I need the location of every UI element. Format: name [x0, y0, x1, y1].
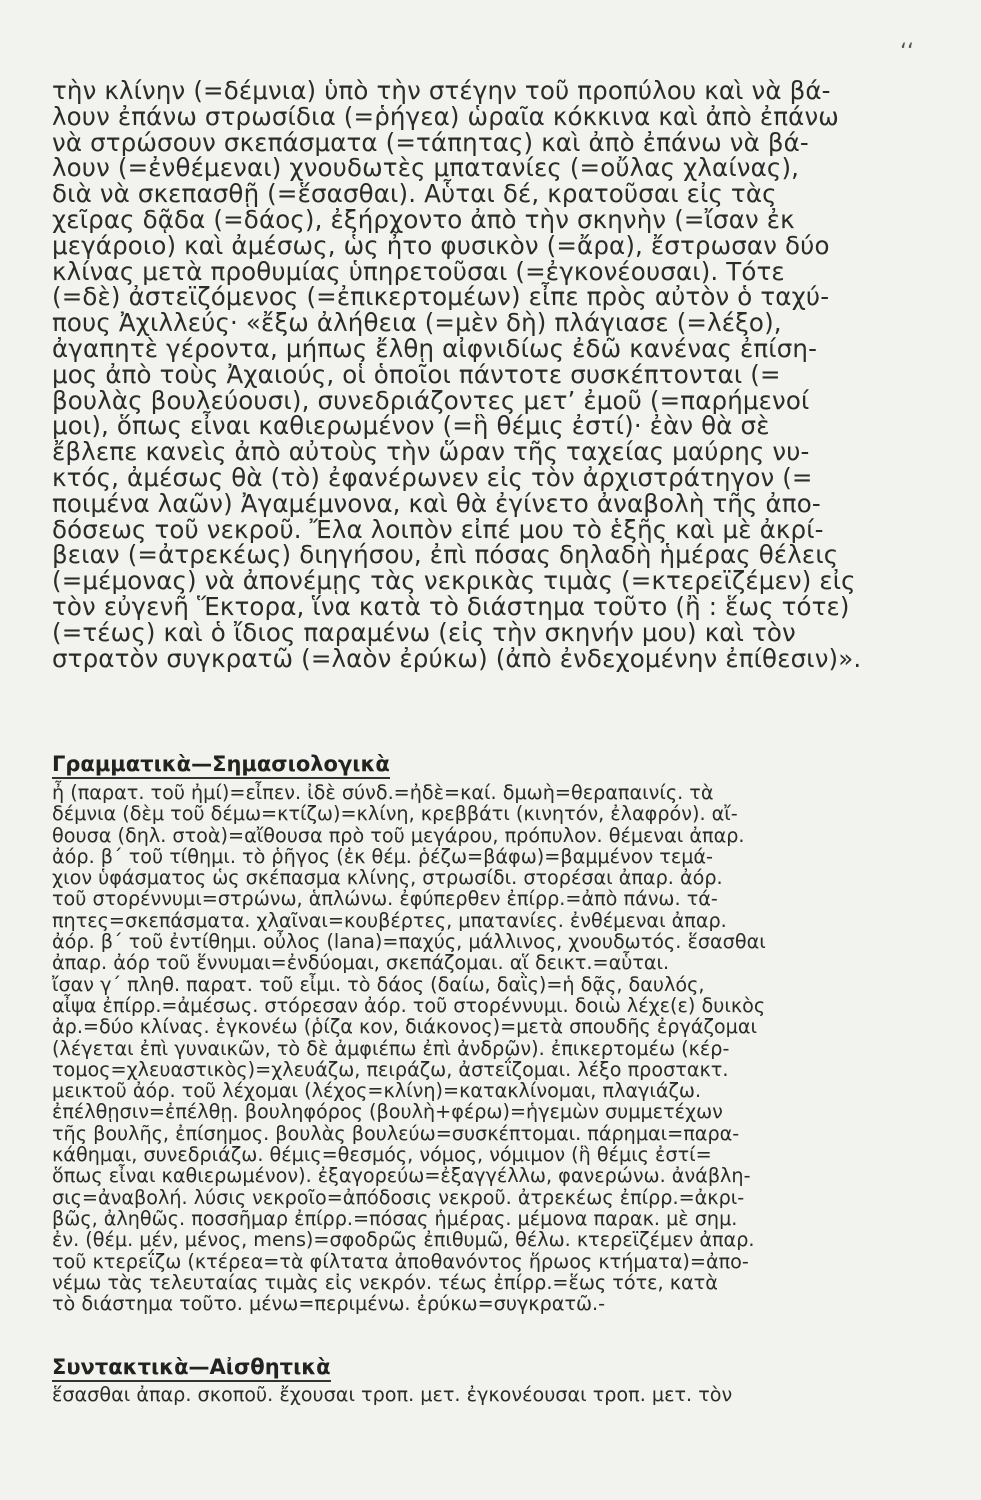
- note-line: τομος=χλευαστικὸς)=χλευάζω, πειράζω, ἀστεΐζομαι. λέξο προστακτ.: [52, 1057, 729, 1081]
- note-line: βῶς, ἀληθῶς. ποσσῆμαρ ἐπίρρ.=πόσας ἡμέρας. μέμονα παρακ. μὲ σημ.: [52, 1206, 738, 1230]
- text-line: τὸν εὐγενῆ Ἕκτορα, ἵνα κατὰ τὸ διάστημα τοῦτο (ἢ : ἕως τότε): [52, 591, 850, 621]
- text-line: λουν ἐπάνω στρωσίδια (=ῥήγεα) ὡραῖα κόκκινα καὶ ἀπὸ ἐπάνω: [52, 101, 839, 131]
- text-line: τὴν κλίνην (=δέμνια) ὑπὸ τὴν στέγην τοῦ προπύλου καὶ νὰ βά-: [52, 76, 831, 105]
- note-line: ἀρ.=δύο κλίνας. ἐγκονέω (ῥίζα κον, διάκονος)=μετὰ σπουδῆς ἐργάζομαι: [52, 1015, 757, 1039]
- note-line: αἶψα ἐπίρρ.=ἀμέσως. στόρεσαν ἀόρ. τοῦ στορέννυμι. δοιὼ λέχε(ε) δυικὸς: [52, 993, 766, 1017]
- note-line: κάθημαι, συνεδριάζω. θέμις=θεσμός, νόμος, νόμιμον (ἣ θέμις ἐστί=: [52, 1143, 712, 1167]
- text-line: διὰ νὰ σκεπασθῇ (=ἕσασθαι). Αὗται δέ, κρατοῦσαι εἰς τὰς: [52, 179, 777, 209]
- text-line: βουλὰς βουλεύουσι), συνεδριάζοντες μετ’ ἐμοῦ (=παρήμενοί: [52, 385, 810, 415]
- syntax-heading: Συντακτικὰ—Αἰσθητικὰ: [52, 1355, 331, 1382]
- text-line: μεγάροιο) καὶ ἀμέσως, ὡς ἦτο φυσικὸν (=ἄρα), ἔστρωσαν δύο: [52, 230, 830, 260]
- text-line: ποιμένα λαῶν) Ἀγαμέμνονα, καὶ θὰ ἐγίνετο ἀναβολὴ τῆς ἀπο-: [52, 488, 821, 518]
- grammar-heading: Γραμματικὰ—Σημασιολογικὰ: [52, 752, 390, 779]
- note-line: νέμω τὰς τελευταίας τιμὰς εἰς νεκρόν. τέως ἐπίρρ.=ἕως τότε, κατὰ: [52, 1270, 718, 1294]
- note-line: τῆς βουλῆς, ἐπίσημος. βουλὰς βουλεύω=συσκέπτομαι. πάρημαι=παρα-: [52, 1121, 740, 1145]
- note-line: ἀόρ. β΄ τοῦ ἐντίθημι. οὖλος (lana)=παχύς, μάλλινος, χνουδωτός. ἕσασθαι: [52, 930, 766, 954]
- note-line: τοῦ στορέννυμι=στρώνω, ἁπλώνω. ἐφύπερθεν ἐπίρρ.=ἀπὸ πάνω. τά-: [52, 887, 718, 911]
- note-line: πητες=σκεπάσματα. χλαῖναι=κουβέρτες, μπατανίες. ἐνθέμεναι ἀπαρ.: [52, 908, 727, 932]
- text-line: πους Ἀχιλλεύς· «ἔξω ἀλήθεια (=μὲν δὴ) πλάγιασε (=λέξο),: [52, 308, 782, 338]
- note-line: ἀπαρ. ἀόρ τοῦ ἕννυμαι=ἐνδύομαι, σκεπάζομαι. αἵ δεικτ.=αὗται.: [52, 951, 670, 975]
- note-line: σις=ἀναβολή. λύσις νεκροῖο=ἀπόδοσις νεκροῦ. ἀτρεκέως ἐπίρρ.=ἀκρι-: [52, 1185, 745, 1209]
- text-line: νὰ στρώσουν σκεπάσματα (=τάπητας) καὶ ἀπὸ ἐπάνω νὰ βά-: [52, 127, 809, 157]
- note-line: ἕσασθαι ἀπαρ. σκοποῦ. ἔχουσαι τροπ. μετ. ἐγκονέουσαι τροπ. μετ. τὸν: [52, 1383, 733, 1406]
- text-line: κτός, ἀμέσως θὰ (τὸ) ἐφανέρωνεν εἰς τὸν ἀρχιστράτηγον (=: [52, 462, 813, 492]
- text-line: λουν (=ἐνθέμεναι) χνουδωτὲς μπατανίες (=οὔλας χλαίνας),: [52, 153, 800, 183]
- text-line: μοι), ὅπως εἶναι καθιερωμένον (=ἣ θέμις ἐστί)· ἐὰν θὰ σὲ: [52, 411, 770, 441]
- note-line: ἀόρ. β΄ τοῦ τίθημι. τὸ ῥῆγος (ἐκ θέμ. ῥέζω=βάφω)=βαμμένον τεμά-: [52, 844, 713, 868]
- grammar-notes: [52, 782, 897, 1314]
- note-line: ἴσαν γ΄ πληθ. παρατ. τοῦ εἶμι. τὸ δάος (δαίω, δαῒς)=ἡ δᾷς, δαυλός,: [52, 972, 705, 996]
- note-line: τὸ διάστημα τοῦτο. μένω=περιμένω. ἐρύκω=συγκρατῶ.‑: [52, 1292, 606, 1316]
- syntax-notes: [52, 1384, 897, 1406]
- text-line: (=δὲ) ἀστεϊζόμενος (=ἐπικερτομέων) εἶπε πρὸς αὐτὸν ὁ ταχύ-: [52, 282, 830, 312]
- note-line: ἦ (παρατ. τοῦ ἠμί)=εἶπεν. ἰδὲ σύνδ.=ἠδὲ=καί. δμωὴ=θεραπαινίς. τὰ: [52, 781, 714, 804]
- text-line: μος ἀπὸ τοὺς Ἀχαιούς, οἱ ὁποῖοι πάντοτε συσκέπτονται (=: [52, 359, 781, 389]
- text-line: (=τέως) καὶ ὁ ἴδιος παραμένω (εἰς τὴν σκηνήν μου) καὶ τὸν: [52, 617, 796, 647]
- text-line: βειαν (=ἀτρεκέως) διηγήσου, ἐπὶ πόσας δηλαδὴ ἡμέρας θέλεις: [52, 540, 839, 570]
- note-line: τοῦ κτερεΐζω (κτέρεα=τὰ φίλτατα ἀποθανόντος ἥρωος κτήματα)=ἀπο-: [52, 1249, 749, 1273]
- note-line: ὅπως εἶναι καθιερωμένον). ἐξαγορεύω=ἐξαγγέλλω, φανερώνω. ἀνάβλη-: [52, 1164, 751, 1188]
- text-line: κλίνας μετὰ προθυμίας ὑπηρετοῦσαι (=ἐγκονέουσαι). Τότε: [52, 256, 785, 286]
- note-line: μεικτοῦ ἀόρ. τοῦ λέχομαι (λέχος=κλίνη)=κατακλίνομαι, πλαγιάζω.: [52, 1079, 702, 1103]
- note-line: δέμνια (δὲμ τοῦ δέμω=κτίζω)=κλίνη, κρεββάτι (κινητόν, ἐλαφρόν). αἴ-: [52, 802, 738, 826]
- text-line: δόσεως τοῦ νεκροῦ. Ἔλα λοιπὸν εἰπέ μου τὸ ἑξῆς καὶ μὲ ἀκρί-: [52, 514, 824, 544]
- note-line: ἐν. (θέμ. μέν, μένος, mens)=σφοδρῶς ἐπιθυμῶ, θέλω. κτερεϊζέμεν ἀπαρ.: [52, 1228, 755, 1252]
- main-translation-text: [52, 78, 892, 671]
- note-line: ἐπέλθῃσιν=ἐπέλθῃ. βουληφόρος (βουλὴ+φέρω)=ἡγεμὼν συμμετέχων: [52, 1100, 723, 1124]
- text-line: ἔβλεπε κανεὶς ἀπὸ αὐτοὺς τὴν ὥραν τῆς ταχείας μαύρης νυ-: [52, 437, 810, 467]
- text-line: ἀγαπητὲ γέροντα, μήπως ἔλθῃ αἰφνιδίως ἐδῶ κανένας ἐπίση-: [52, 333, 818, 363]
- note-line: (λέγεται ἐπὶ γυναικῶν, τὸ δὲ ἀμφιέπω ἐπὶ ἀνδρῶν). ἐπικερτομέω (κέρ-: [52, 1036, 730, 1060]
- page-mark: ‘‘: [900, 40, 914, 65]
- text-line: στρατὸν συγκρατῶ (=λαὸν ἐρύκω) (ἀπὸ ἐνδεχομένην ἐπίθεσιν)».: [52, 643, 862, 673]
- text-line: (=μέμονας) νὰ ἀπονέμῃς τὰς νεκρικὰς τιμὰς (=κτερεϊζέμεν) εἰς: [52, 566, 856, 596]
- note-line: θουσα (δηλ. στοὰ)=αἴθουσα πρὸ τοῦ μεγάρου, πρόπυλον. θέμεναι ἀπαρ.: [52, 823, 745, 847]
- text-line: χεῖρας δᾷδα (=δάος), ἐξήρχοντο ἀπὸ τὴν σκηνὴν (=ἴσαν ἐκ: [52, 204, 795, 234]
- note-line: χιον ὑφάσματος ὡς σκέπασμα κλίνης, στρωσίδι. στορέσαι ἀπαρ. ἀόρ.: [52, 866, 723, 890]
